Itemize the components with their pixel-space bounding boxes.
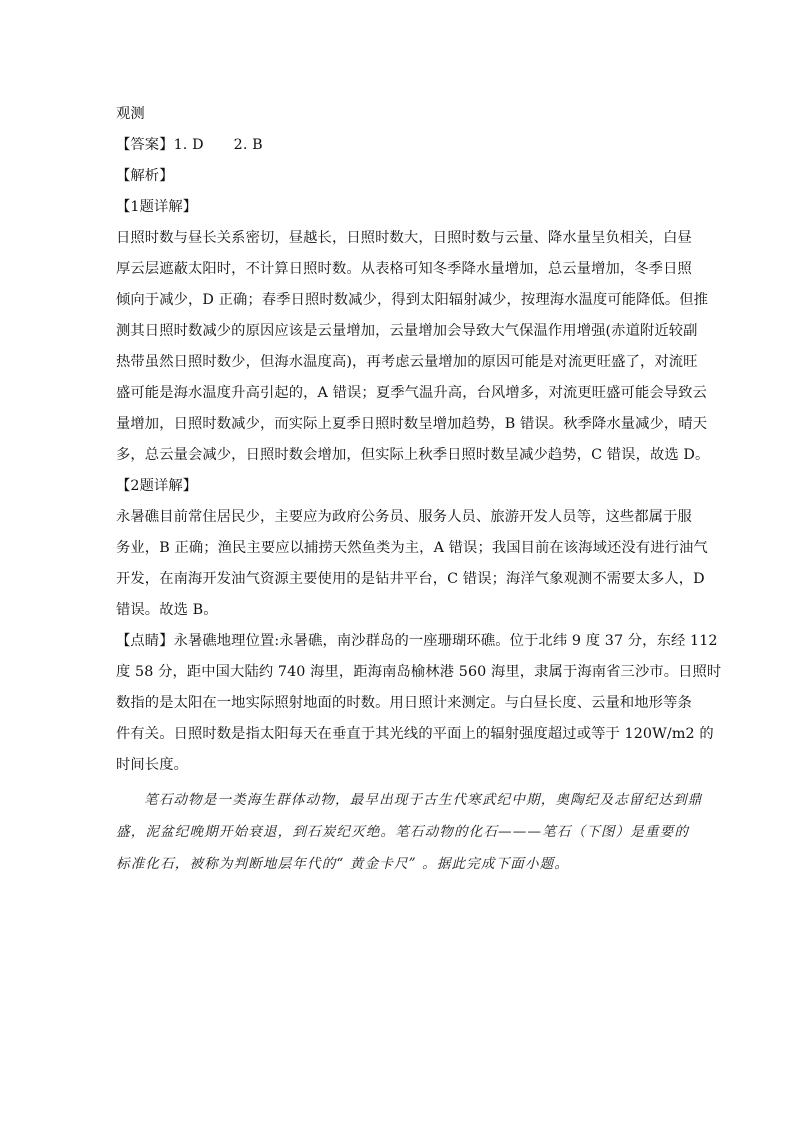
pointer-first-line [116, 630, 718, 650]
answer-tag: 【答案】 [116, 137, 174, 153]
passage-line: 盛，泥盆纪晚期开始衰退，到石炭纪灭绝。笔石动物的化石———笔石（下图）是重要的 [116, 824, 690, 840]
q2-detail-line: 永暑礁目前常住居民少，主要应为政府公务员、服务人员、旅游开发人员等，这些都属于服 [116, 509, 692, 525]
q1-detail-line: 多，总云量会减少，日照时数会增加，但实际上秋季日照时数呈减少趋势，C 错误，故选 D。 [116, 447, 710, 463]
passage-line: 标准化石，被称为判断地层年代的“ 黄金卡尺” 。据此完成下面小题。 [116, 856, 570, 872]
q2-detail-tag: 【2题详解】 [116, 478, 198, 494]
passage-line: 笔石动物是一类海生群体动物，最早出现于古生代寒武纪中期，奥陶纪及志留纪达到鼎 [144, 792, 703, 808]
pointer-text: 永暑礁地理位置:永暑礁，南沙群岛的一座珊瑚环礁。位于北纬 9 度 37 分，东经 112 [173, 633, 718, 649]
q2-detail-line: 开发，在南海开发油气资源主要使用的是钻井平台，C 错误；海洋气象观测不需要太多人，D [116, 571, 705, 587]
answer-q1: 1. D [173, 137, 204, 153]
pointer-line: 数指的是太阳在一地实际照射地面的时数。用日照计来测定。与白昼长度、云量和地形等条 [116, 695, 692, 711]
q2-detail-line: 错误。故选 B。 [116, 602, 218, 618]
q1-detail-line: 量增加，日照时数减少，而实际上夏季日照时数呈增加趋势，B 错误。秋季降水量减少，晴天 [116, 416, 708, 432]
q1-detail-line: 厚云层遮蔽太阳时，不计算日照时数。从表格可知冬季降水量增加，总云量增加，冬季日照 [116, 261, 692, 277]
continuation-word: 观测 [116, 106, 145, 122]
pointer-line: 时间长度。 [116, 757, 188, 773]
q1-detail-line: 倾向于减少，D 正确；春季日照时数减少，得到太阳辐射减少，按理海水温度可能降低。但推 [116, 292, 709, 308]
q1-detail-tag: 【1题详解】 [116, 199, 198, 215]
answer-line [116, 134, 263, 154]
q1-detail-line: 盛可能是海水温度升高引起的，A 错误；夏季气温升高，台风增多，对流更旺盛可能会导致云 [116, 385, 707, 401]
pointer-line: 度 58 分，距中国大陆约 740 海里，距海南岛榆林港 560 海里，隶属于海南省三沙市。日照时 [116, 664, 722, 680]
pointer-tag: 【点睛】 [116, 633, 174, 649]
q1-detail-line: 热带虽然日照时数少，但海水温度高)，再考虑云量增加的原因可能是对流更旺盛了，对流旺 [116, 354, 698, 370]
pointer-line: 件有关。日照时数是指太阳每天在垂直于其光线的平面上的辐射强度超过或等于 120W/m2 的 [116, 726, 714, 742]
analysis-tag: 【解析】 [116, 168, 174, 184]
q1-detail-line: 日照时数与昼长关系密切，昼越长，日照时数大，日照时数与云量、降水量呈负相关，白昼 [116, 230, 692, 246]
answer-q2: 2. B [233, 137, 263, 153]
q2-detail-line: 务业，B 正确；渔民主要应以捕捞天然鱼类为主，A 错误；我国目前在该海域还没有进行油气 [116, 540, 708, 556]
q1-detail-line: 测其日照时数减少的原因应该是云量增加，云量增加会导致大气保温作用增强(赤道附近较副 [116, 323, 698, 339]
